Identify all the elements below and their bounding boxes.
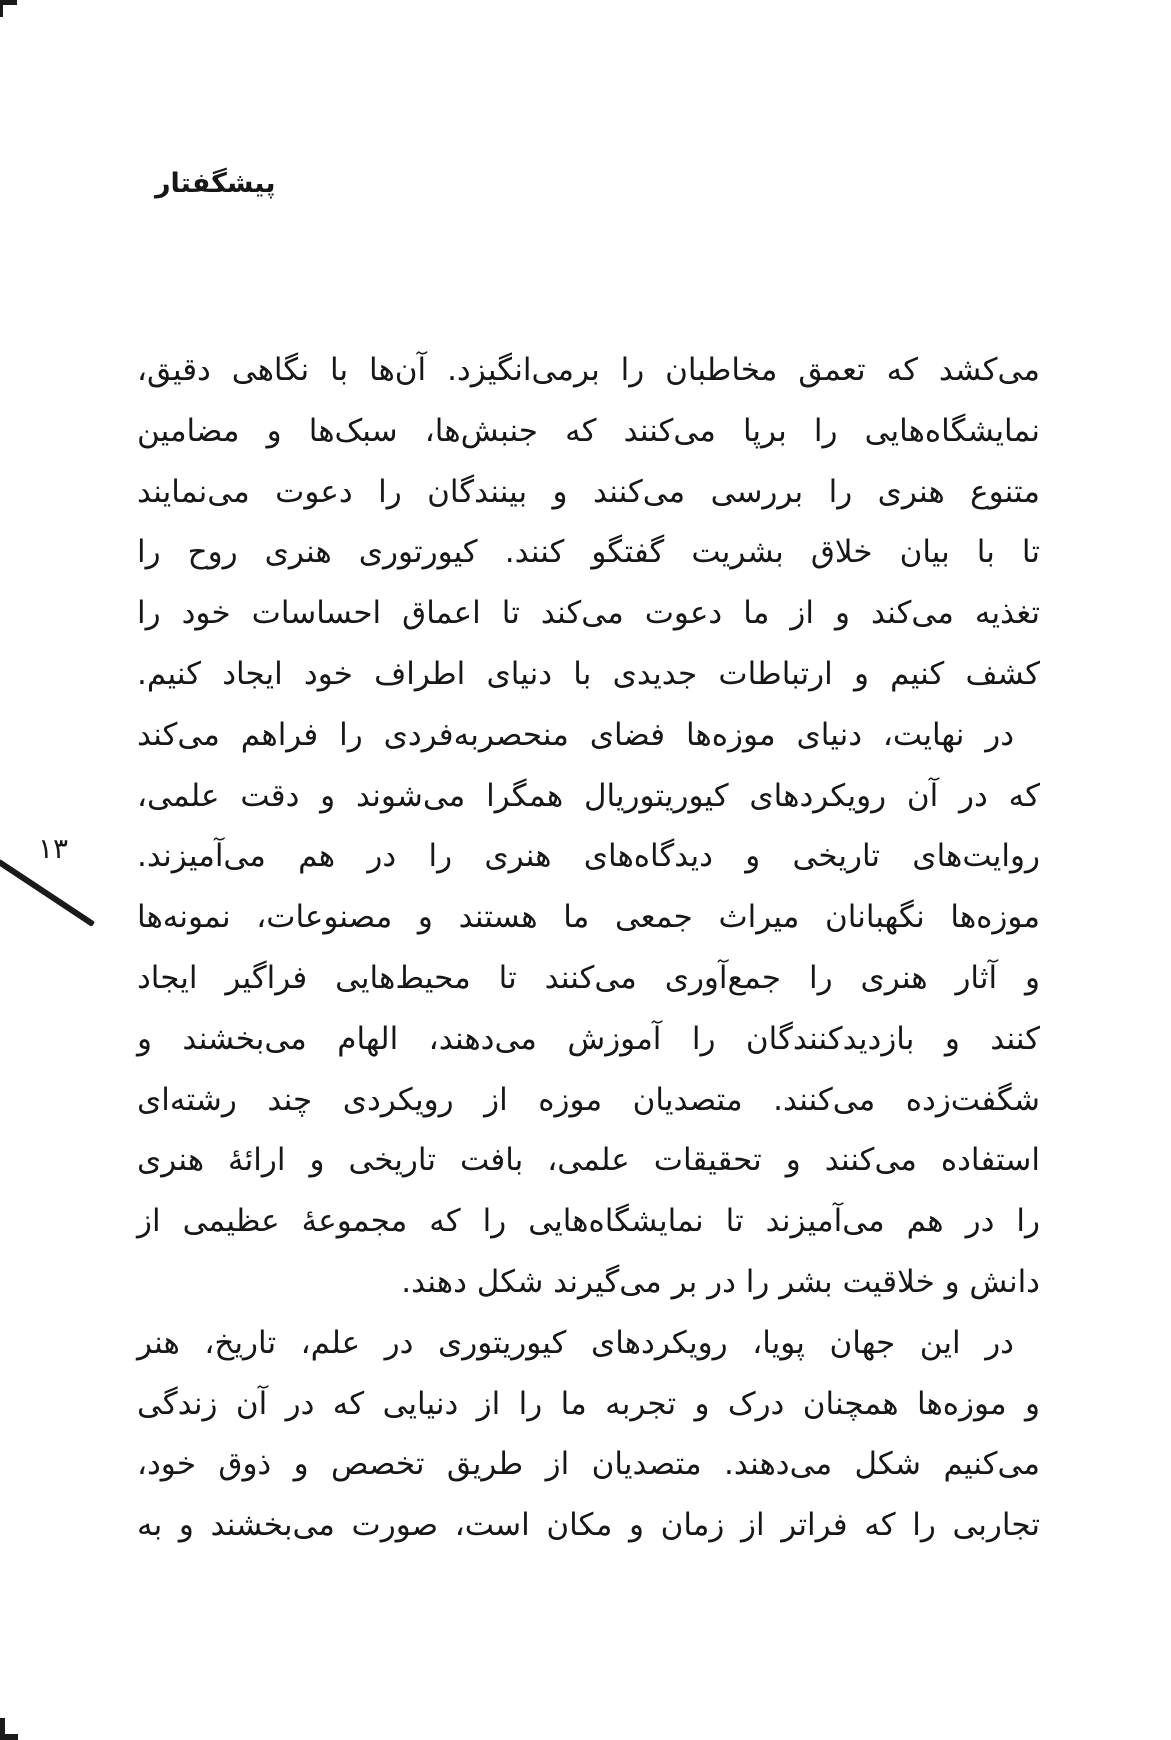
- text-line: که در آن رویکردهای کیوریتوریال همگرا می‌شوند و دقت علمی،: [137, 777, 1040, 814]
- text-line: نمایشگاه‌هایی را برپا می‌کنند که جنبش‌ها، سبک‌ها و مضامین: [137, 412, 1040, 449]
- text-line: کنند و بازدیدکنندگان را آموزش می‌دهند، الهام می‌بخشند و: [137, 1020, 1040, 1057]
- text-line: تغذیه می‌کند و از ما دعوت می‌کند تا اعماق احساسات خود را: [137, 595, 1040, 632]
- text-line: در این جهان پویا، رویکردهای کیوریتوری در علم، تاریخ، هنر: [137, 1324, 1014, 1361]
- chapter-header: پیشگفتار: [155, 168, 276, 199]
- text-line: متنوع هنری را بررسی می‌کنند و بینندگان را دعوت می‌نمایند: [137, 473, 1040, 510]
- text-line: و موزه‌ها همچنان درک و تجربه ما را از دنیایی که در آن زندگی: [137, 1385, 1040, 1422]
- text-line: در نهایت، دنیای موزه‌ها فضای منحصربه‌فردی را فراهم می‌کند: [137, 716, 1014, 753]
- crop-mark-bottom-left: [0, 1718, 18, 1740]
- body-text: [137, 340, 1040, 1556]
- text-line: شگفت‌زده می‌کنند. متصدیان موزه از رویکردی چند رشته‌ای: [137, 1081, 1040, 1118]
- text-line: و آثار هنری را جمع‌آوری می‌کنند تا محیط‌هایی فراگیر ایجاد: [137, 959, 1040, 996]
- text-line: را در هم می‌آمیزند تا نمایشگاه‌هایی را که مجموعۀ عظیمی از: [137, 1203, 1040, 1240]
- page-number: ۱۳: [38, 832, 69, 865]
- crop-mark-top-left: [0, 0, 17, 17]
- text-line: روایت‌های تاریخی و دیدگاه‌های هنری را در هم می‌آمیزند.: [137, 838, 1040, 875]
- text-line: می‌کنیم شکل می‌دهند. متصدیان از طریق تخصص و ذوق خود،: [137, 1446, 1040, 1483]
- diagonal-strike-line: [0, 859, 95, 927]
- text-line: موزه‌ها نگهبانان میراث جمعی ما هستند و مصنوعات، نمونه‌ها: [137, 899, 1040, 936]
- text-line: می‌کشد که تعمق مخاطبان را برمی‌انگیزد. آن‌ها با نگاهی دقیق،: [137, 352, 1040, 388]
- text-line: دانش و خلاقیت بشر را در بر می‌گیرند شکل دهند.: [401, 1263, 1040, 1300]
- text-line: تجاربی را که فراتر از زمان و مکان است، صورت می‌بخشند و به: [137, 1507, 1040, 1544]
- text-line: استفاده می‌کنند و تحقیقات علمی، بافت تاریخی و ارائۀ هنری: [137, 1142, 1040, 1179]
- text-line: تا با بیان خلاق بشریت گفتگو کنند. کیورتوری هنری روح را: [137, 534, 1040, 571]
- text-line: کشف کنیم و ارتباطات جدیدی با دنیای اطراف خود ایجاد کنیم.: [137, 655, 1040, 692]
